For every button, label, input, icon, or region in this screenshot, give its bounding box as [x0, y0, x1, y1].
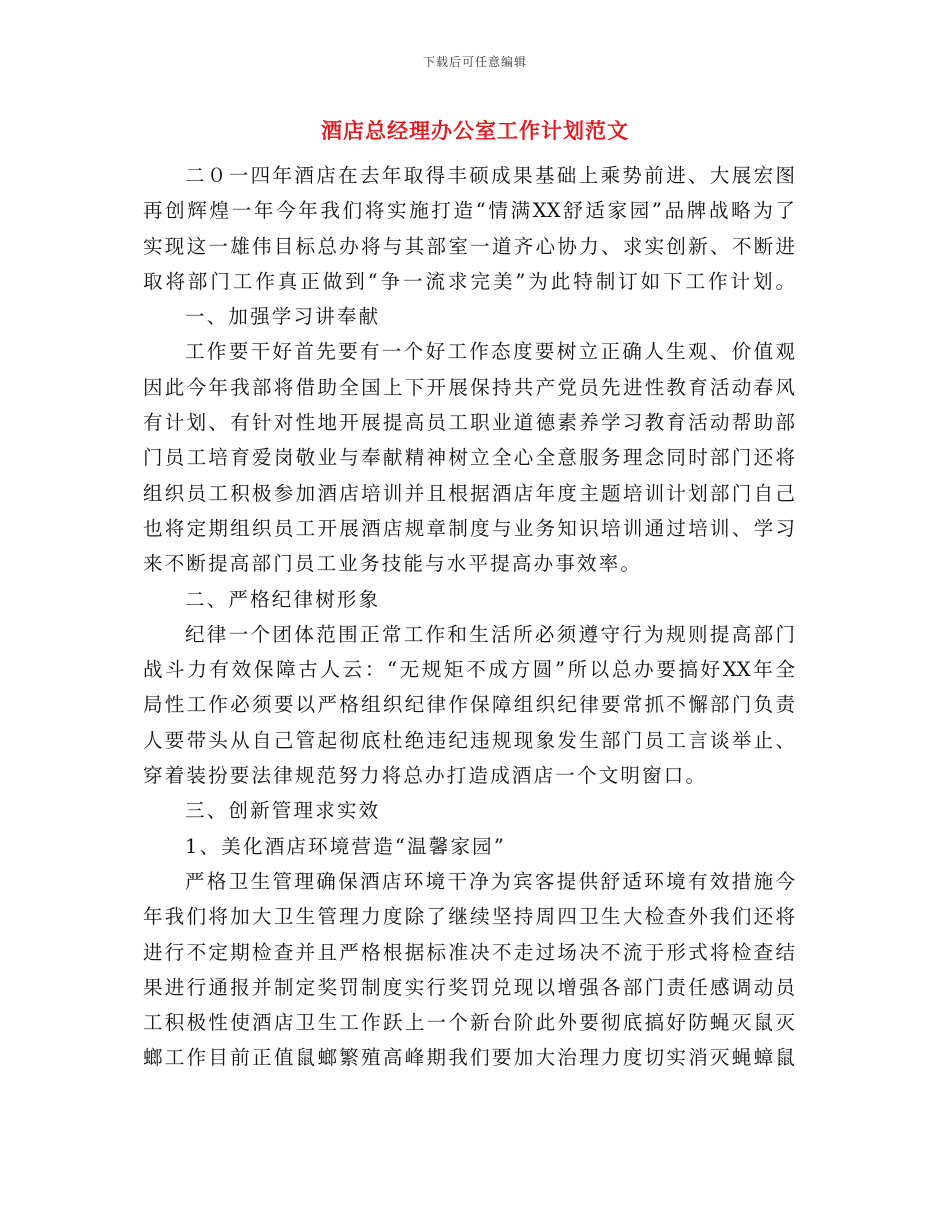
text-line: 工作要干好首先要有一个好工作态度要树立正确人生观、价值观	[185, 340, 795, 364]
text-line: 进行不定期检查并且严格根据标准决不走过场决不流于形式将检查结	[143, 940, 795, 964]
text-line: 有计划、有针对性地开展提高员工职业道德素养学习教育活动帮助部	[143, 411, 795, 435]
paragraph-subsection-1	[143, 864, 795, 1076]
text-line: 年我们将加大卫生管理力度除了继续坚持周四卫生大检查外我们还将	[143, 905, 795, 929]
text-line: 工积极性使酒店卫生工作跃上一个新台阶此外要彻底搞好防蝇灭鼠灭	[143, 1011, 795, 1035]
paragraph-section-1	[143, 334, 795, 581]
text-line: 也将定期组织员工开展酒店规章制度与业务知识培训通过培训、学习	[143, 516, 795, 540]
header-note: 下载后可任意编辑	[422, 55, 527, 69]
text-line: 螂工作目前正值鼠螂繁殖高峰期我们要加大治理力度切实消灭蝇蟑鼠	[143, 1046, 795, 1070]
text-line: 组织员工积极参加酒店培训并且根据酒店年度主题培训计划部门自己	[143, 481, 795, 505]
document-title: 酒店总经理办公室工作计划范文	[321, 118, 629, 143]
subsection-heading-1: 1、美化酒店环境营造“温馨家园”	[185, 834, 507, 858]
paragraph-intro	[143, 158, 795, 299]
text-line: 局性工作必须要以严格组织纪律作保障组织纪律要常抓不懈部门负责	[143, 693, 795, 717]
text-line: 因此今年我部将借助全国上下开展保持共产党员先进性教育活动春风	[143, 375, 795, 399]
text-line: 再创辉煌一年今年我们将实施打造“情满XX舒适家园”品牌战略为了	[143, 199, 795, 223]
text-line: 门员工培育爱岗敬业与奉献精神树立全心全意服务理念同时部门还将	[143, 446, 795, 470]
text-line: 严格卫生管理确保酒店环境干净为宾客提供舒适环境有效措施今	[185, 869, 795, 893]
text-line: 战斗力有效保障古人云：“无规矩不成方圆”所以总办要搞好XX年全	[143, 658, 795, 682]
section-heading-3: 三、创新管理求实效	[185, 799, 381, 823]
text-line: 来不断提高部门员工业务技能与水平提高办事效率。	[143, 552, 643, 576]
paragraph-section-2	[143, 617, 795, 793]
text-line: 二０一四年酒店在去年取得丰硕成果基础上乘势前进、大展宏图	[185, 164, 795, 187]
section-heading-2: 二、严格纪律树形象	[185, 587, 381, 611]
text-line: 取将部门工作真正做到“争一流求完美”为此特制订如下工作计划。	[143, 269, 795, 293]
text-line: 纪律一个团体范围正常工作和生活所必须遵守行为规则提高部门	[185, 622, 795, 646]
text-line: 实现这一雄伟目标总办将与其部室一道齐心协力、求实创新、不断进	[143, 234, 795, 258]
document-body	[143, 158, 795, 1076]
section-heading-1: 一、加强学习讲奉献	[185, 305, 381, 329]
text-line: 果进行通报并制定奖罚制度实行奖罚兑现以增强各部门责任感调动员	[143, 975, 795, 999]
text-line: 人要带头从自己管起彻底杜绝违纪违规现象发生部门员工言谈举止、	[143, 728, 795, 752]
text-line: 穿着装扮要法律规范努力将总办打造成酒店一个文明窗口。	[143, 764, 708, 788]
